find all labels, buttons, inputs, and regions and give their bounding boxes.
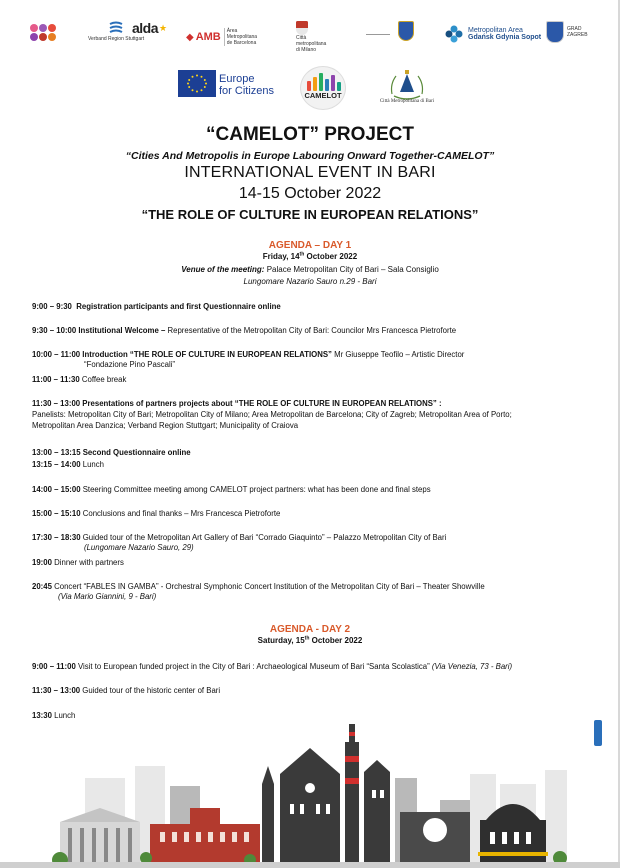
agenda-row: 9:00 – 11:00 Visit to European funded project in the City of Bari : Archaeological Museum of Bari “Santa Scolastica” (Via Venezia, 73 - Bari) — [32, 662, 513, 671]
camelot-logo — [300, 66, 346, 110]
project-subtitle: “Cities And Metropolis in Europe Labouring Onward Together-CAMELOT” — [125, 150, 495, 162]
amb-chevron-icon: ◆ — [186, 31, 194, 43]
craiova-crest-icon — [398, 21, 414, 41]
stuttgart-label: Verband Region Stuttgart — [88, 36, 145, 42]
agenda-row: 9:00 – 9:30 Registration participants and first Questionnaire online — [32, 302, 281, 311]
agenda-row: 14:00 – 15:00 Steering Committee meeting among CAMELOT project partners: what has been done and final steps — [32, 485, 431, 494]
area-porto-logo — [30, 24, 56, 41]
agenda-row: 15:00 – 15:10 Conclusions and final thanks – Mrs Francesca Pietroforte — [32, 509, 281, 518]
agenda-row-sub: (Lungomare Nazario Sauro, 29) — [84, 543, 194, 552]
eu-line2: for Citizens — [219, 85, 275, 97]
milano-logo — [296, 21, 328, 53]
venue-value: Palace Metropolitan City of Bari – Sala Consiglio — [264, 265, 439, 274]
event-dates: 14-15 October 2022 — [238, 185, 382, 202]
camelot-bars-icon — [307, 73, 341, 91]
agenda-row: 11:30 – 13:00 Presentations of partners projects about “THE ROLE OF CULTURE IN EUROPEAN RELATIONS” : — [32, 399, 442, 408]
milano-crest-icon — [296, 21, 308, 35]
day2-date: Saturday, 15th October 2022 — [257, 635, 363, 645]
venue-label: Venue of the meeting: — [181, 265, 265, 274]
agenda-row-sub: “Fondazione Pino Pascali” — [84, 360, 176, 369]
zagreb-logo — [546, 21, 589, 43]
event-theme: “THE ROLE OF CULTURE IN EUROPEAN RELATIONS” — [141, 207, 479, 222]
agenda-row-panelists: Panelists: Metropolitan City of Bari; Metropolitan City of Milano; Area Metropolitan de Barcelona; City of Zagreb; Metropolitan Area of Porto; — [32, 410, 512, 419]
agenda-row: 11:00 – 11:30 Coffee break — [32, 375, 127, 384]
europe-for-citizens-label — [219, 73, 274, 97]
eu-flag-icon — [178, 70, 216, 97]
agenda-row-panelists-cont: Metropolitan Area Danzica; Verband Region Stuttgart; Municipality of Craiova — [32, 421, 299, 430]
gdansk-logo — [444, 24, 541, 44]
alda-logo — [132, 20, 167, 36]
gdansk-line1: Metropolitan Area — [468, 27, 523, 34]
gdansk-flower-icon — [444, 24, 464, 44]
day1-venue — [0, 265, 620, 274]
amb-logo — [186, 28, 262, 46]
amb-wordmark: AMB — [195, 31, 221, 43]
agenda-row: 20:45 Concert “FABLES IN GAMBA” - Orchestral Symphonic Concert Institution of the Metropolitan City of Bari – Theater Showville (Via Mario Giannini, 9 - Bari) — [32, 582, 592, 602]
day1-heading: AGENDA – DAY 1 — [268, 240, 352, 251]
partner-logo-strip — [26, 18, 596, 58]
milano-label: Città metropolitana di Milano — [296, 35, 327, 53]
gdansk-line2: Gdańsk Gdynia Sopot — [468, 34, 542, 41]
craiova-logo — [366, 21, 414, 41]
eu-line1: Europe — [219, 73, 255, 85]
alda-star-icon: ★ — [159, 22, 168, 33]
bari-skyline-illustration — [0, 712, 620, 868]
agenda-row: 9:30 – 10:00 Institutional Welcome – Representative of the Metropolitan City of Bari: Councilor Mrs Francesca Pietroforte — [32, 326, 457, 335]
day2-heading: AGENDA - DAY 2 — [269, 624, 351, 635]
agenda-row: 11:30 – 13:00 Guided tour of the historic center of Bari — [32, 686, 221, 695]
event-title: INTERNATIONAL EVENT IN BARI — [184, 164, 436, 181]
bari-metro-label: Città Metropolitana di Bari — [379, 99, 435, 104]
amb-subtitle: Àrea Metropolitana de Barcelona — [224, 28, 262, 46]
stuttgart-wave-icon — [108, 20, 124, 36]
agenda-row: 17:30 – 18:30 Guided tour of the Metropolitan Art Gallery of Bari “Corrado Giaquinto” – Palazzo Metropolitan City of Bari (Lungomare Nazario Sauro, 29) — [32, 533, 592, 553]
zagreb-crest-icon — [546, 21, 564, 43]
agenda-row: 13:30 Lunch — [32, 711, 76, 720]
agenda-row: 19:00 Dinner with partners — [32, 558, 124, 567]
agenda-row-sub: (Via Mario Giannini, 9 - Bari) — [58, 592, 157, 601]
day1-address: Lungomare Nazario Sauro n.29 - Bari — [243, 277, 377, 286]
bari-crest-icon — [372, 68, 442, 100]
alda-wordmark: alda — [132, 20, 159, 36]
project-title: “CAMELOT” PROJECT — [206, 124, 414, 145]
agenda-row: 13:15 – 14:00 Lunch — [32, 460, 104, 469]
camelot-wordmark: CAMELOT — [304, 91, 342, 100]
agenda-row: 13:00 – 13:15 Second Questionnaire online — [32, 448, 191, 457]
bari-metro-logo — [372, 68, 442, 108]
day1-date: Friday, 14th October 2022 — [262, 251, 358, 261]
agenda-row: 10:00 – 11:00 Introduction “THE ROLE OF CULTURE IN EUROPEAN RELATIONS” Mr Giuseppe Teofilo – Artistic Director “Fondazione Pino Pascali” — [32, 350, 592, 370]
zagreb-label: GRAD ZAGREB — [567, 26, 588, 38]
craiova-text-mark — [366, 27, 390, 35]
